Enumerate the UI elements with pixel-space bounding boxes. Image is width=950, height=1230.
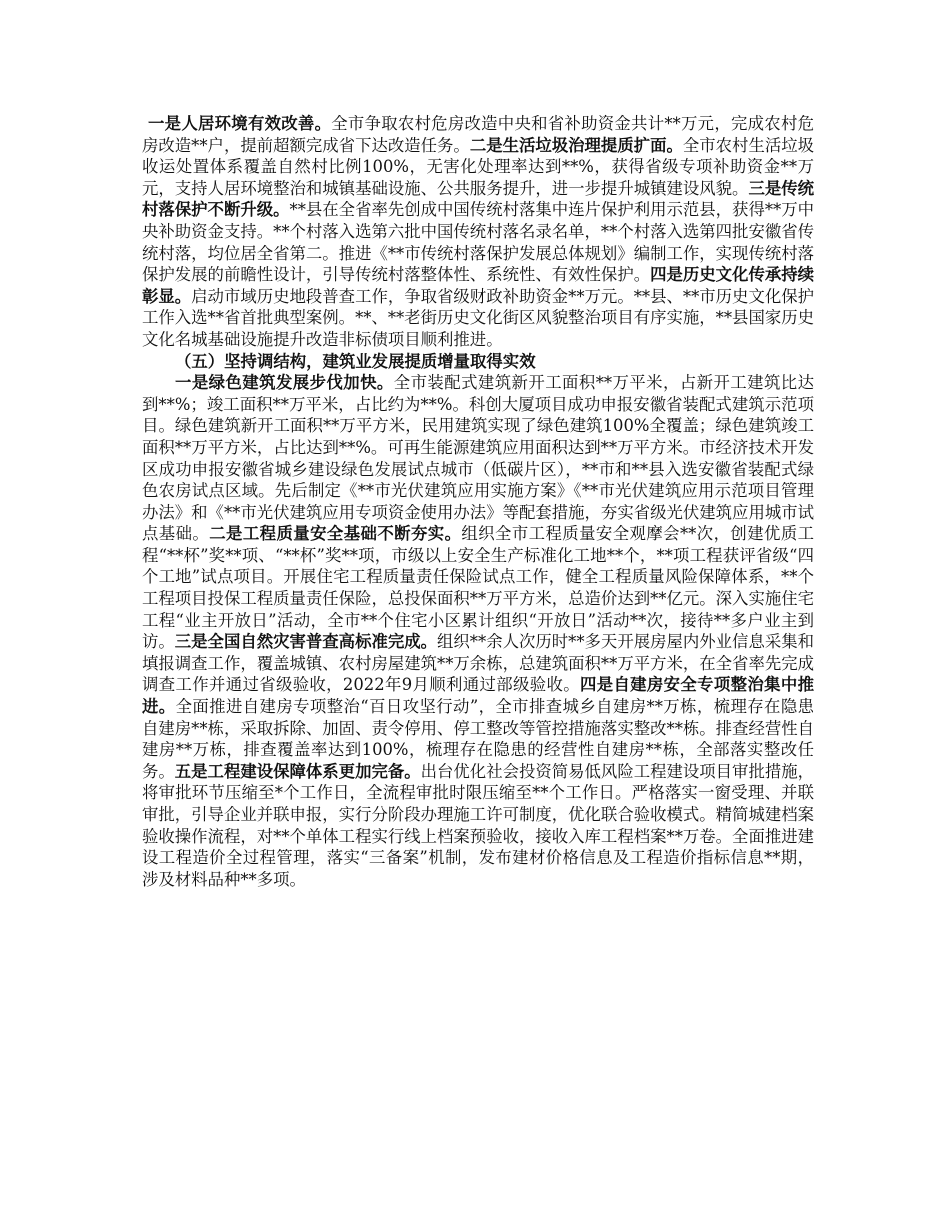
bold-lead-5: 五是工程建设保障体系更加完备。 [174, 761, 421, 781]
bold-lead-1: 一是绿色建筑发展步伐加快。 [175, 373, 394, 393]
bold-lead-4: 四是历史文化传承持续彰显。 [142, 265, 815, 306]
section-heading: （五）坚持调结构，建筑业发展提质增量取得实效 [175, 351, 536, 371]
paragraph-2 [142, 372, 814, 890]
bold-lead-1: 一是人居环境有效改善。 [148, 114, 332, 133]
body-text: 出台优化社会投资简易低风险工程建设项目审批措施，将审批环节压缩至*个工作日，全流程审批时限压缩至**个工作日。严格落实一窗受理、并联审批，引导企业并联申报，实行分阶段办理施工许可制度，优化联合验收模式。精简城建档案验收操作流程，对**个单体工程实行线上档案预验收，接收入库工程档案**万卷。全面推进建设工程造价全过程管理，落实“三备案”机制，发布建材价格信息及工程造价指标信息**期，涉及材料品种**多项。 [142, 761, 815, 889]
bold-lead-3: 三是传统村落保护不断升级。 [142, 178, 815, 220]
body-text: 全市农村生活垃圾收运处置体系覆盖自然村比例100%，无害化处理率达到**%，获得省级专项补助资金**万元，支持人居环境整治和城镇基础设施、公共服务提升，进一步提升城镇建设风貌。 [142, 135, 815, 198]
document-body [142, 113, 814, 890]
bold-lead-2: 二是生活垃圾治理提质扩面。 [469, 135, 683, 155]
bold-lead-4: 四是自建房安全专项整治集中推进。 [142, 675, 815, 717]
paragraph-1 [142, 113, 814, 351]
body-text: 组织全市工程质量安全观摩会**次，创建优质工程“**杯”奖**项、“**杯”奖**项，市级以上安全生产标准化工地**个，**项工程获评省级“四个工地”试点项目。开展住宅工程质量责任保险试点工作，健全工程质量风险保障体系，**个工程项目投保工程质量责任保险，总投保面积**万平方米，总造价达到**亿元。深入实施住宅工程“业主开放日”活动，全市**个住宅小区累计组织“开放日”活动**次，接待**多户业主到访。 [142, 524, 815, 652]
body-text: 组织**余人次历时**多天开展房屋内外业信息采集和填报调查工作，覆盖城镇、农村房屋建筑**万余栋，总建筑面积**万平方米，在全省率先完成调查工作并通过省级验收，2022年9月顺利通过部级验收。 [142, 632, 815, 695]
bold-lead-3: 三是全国自然灾害普查高标准完成。 [174, 632, 438, 652]
body-text: 全面推进自建房专项整治“百日攻坚行动”，全市排查城乡自建房**万栋，梳理存在隐患自建房**栋，采取拆除、加固、责令停用、停工整改等管控措施落实整改**栋。排查经营性自建房**万栋，排查覆盖率达到100%，梳理存在隐患的经营性自建房**栋，全部落实整改任务。 [142, 697, 815, 781]
bold-lead-2: 二是工程质量安全基础不断夯实。 [209, 524, 462, 544]
body-text: **县在全省率先创成中国传统村落集中连片保护利用示范县，获得**万中央补助资金支持。**个村落入选第六批中国传统村落名录名单，**个村落入选第四批安徽省传统村落，均位居全省第二。推进《**市传统村落保护发展总体规划》编制工作，实现传统村落保护发展的前瞻性设计，引导传统村落整体性、系统性、有效性保护。 [142, 200, 815, 285]
body-text: 启动市域历史地段普查工作，争取省级财政补助资金**万元。**县、**市历史文化保护工作入选**省首批典型案例。**、**老街历史文化街区风貌整治项目有序实施，**县国家历史文化名城基础设施提升改造非标债项目顺利推进。 [142, 286, 815, 349]
body-text: 全市争取农村危房改造中央和省补助资金共计**万元，完成农村危房改造**户，提前超额完成省下达改造任务。 [142, 114, 815, 155]
body-text: 全市装配式建筑新开工面积**万平米，占新开工建筑比达到**%；竣工面积**万平米，占比约为**%。科创大厦项目成功申报安徽省装配式建筑示范项目。绿色建筑新开工面积**万平方米，民用建筑实现了绿色建筑100%全覆盖；绿色建筑竣工面积**万平方米，占比达到**%。可再生能源建筑应用面积达到**万平方米。市经济技术开发区成功申报安徽省城乡建设绿色发展试点城市（低碳片区），**市和**县入选安徽省装配式绿色农房试点区域。先后制定《**市光伏建筑应用实施方案》《**市光伏建筑应用示范项目管理办法》和《**市光伏建筑应用专项资金使用办法》等配套措施，夯实省级光伏建筑应用城市试点基础。 [142, 373, 815, 544]
